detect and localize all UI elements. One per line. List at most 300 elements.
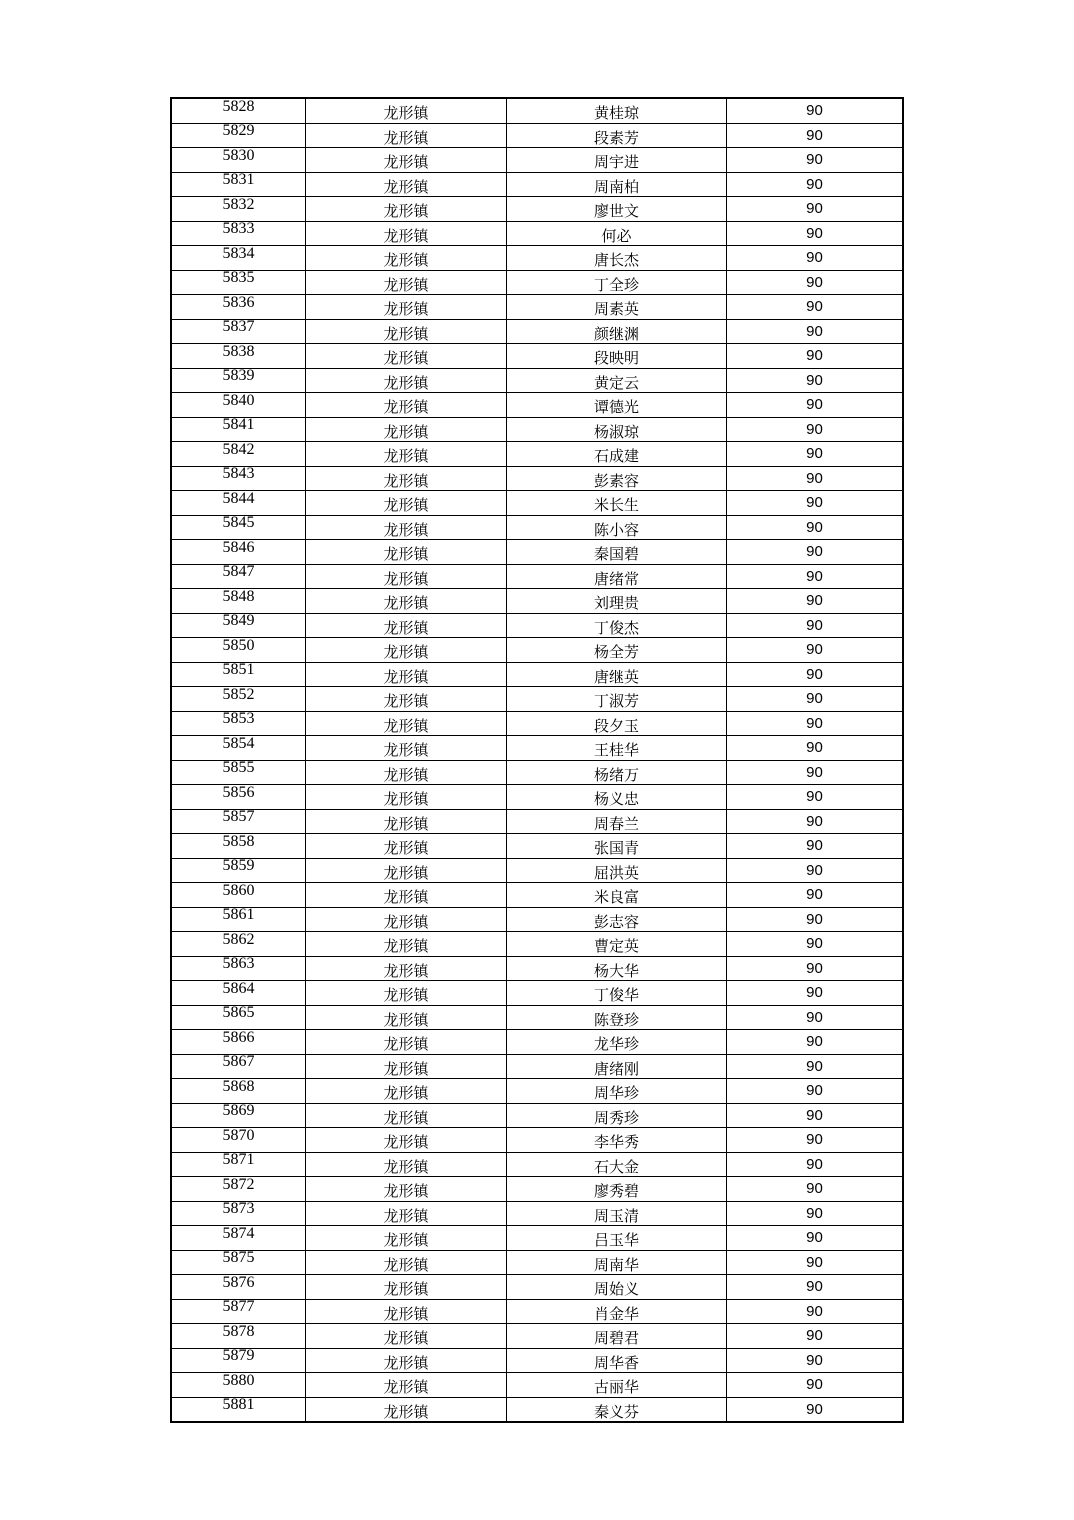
cell-number-text: 5879: [222, 1348, 255, 1365]
cell-town-text: 龙形镇: [383, 177, 429, 196]
cell-amount-text: 90: [806, 1400, 823, 1418]
cell-name: [507, 417, 727, 442]
cell-town-text: 龙形镇: [383, 643, 429, 662]
cell-amount-text: 90: [806, 1057, 823, 1075]
cell-number: [171, 1079, 306, 1104]
cell-amount-text: 90: [806, 347, 823, 365]
cell-town: [306, 368, 507, 393]
cell-amount-text: 90: [806, 1155, 823, 1173]
cell-amount: [727, 1226, 904, 1251]
cell-name: [507, 1054, 727, 1079]
table-body: [171, 98, 903, 1422]
cell-town-text: 龙形镇: [383, 447, 429, 466]
cell-name: [507, 883, 727, 908]
cell-town-text: 龙形镇: [383, 716, 429, 735]
cell-number: [171, 417, 306, 442]
cell-number: [171, 956, 306, 981]
table-row: [171, 711, 903, 736]
cell-name-text: 黄桂琼: [593, 104, 639, 123]
cell-amount-text: 90: [806, 910, 823, 928]
cell-name-text: 周南柏: [593, 177, 639, 196]
cell-amount: [727, 1348, 904, 1373]
cell-town-text: 龙形镇: [383, 251, 429, 270]
cell-name-text: 廖世文: [593, 202, 639, 221]
cell-name-text: 周玉清: [593, 1206, 639, 1225]
cell-number: [171, 466, 306, 491]
cell-amount-text: 90: [806, 102, 823, 120]
cell-name: [507, 687, 727, 712]
cell-name: [507, 956, 727, 981]
cell-amount-text: 90: [806, 788, 823, 806]
cell-name-text: 丁淑芳: [593, 692, 639, 711]
cell-amount-text: 90: [806, 322, 823, 340]
table-row: [171, 295, 903, 320]
cell-town-text: 龙形镇: [383, 545, 429, 564]
cell-name-text: 陈小容: [593, 520, 639, 539]
cell-town: [306, 736, 507, 761]
cell-number-text: 5857: [222, 809, 255, 826]
table-row: [171, 785, 903, 810]
cell-number: [171, 491, 306, 516]
cell-amount-text: 90: [806, 469, 823, 487]
cell-town-text: 龙形镇: [383, 1157, 429, 1176]
cell-number-text: 5869: [222, 1103, 255, 1120]
cell-amount-text: 90: [806, 175, 823, 193]
cell-amount-text: 90: [806, 861, 823, 879]
cell-amount: [727, 540, 904, 565]
cell-town: [306, 760, 507, 785]
table-row: [171, 1030, 903, 1055]
cell-town: [306, 785, 507, 810]
cell-amount: [727, 319, 904, 344]
cell-number-text: 5861: [222, 907, 255, 924]
cell-name-text: 龙华珍: [593, 1035, 639, 1054]
cell-name: [507, 981, 727, 1006]
cell-name: [507, 491, 727, 516]
cell-number: [171, 1226, 306, 1251]
cell-town-text: 龙形镇: [383, 422, 429, 441]
cell-town-text: 龙形镇: [383, 202, 429, 221]
cell-name-text: 杨义忠: [593, 790, 639, 809]
cell-number: [171, 687, 306, 712]
cell-amount-text: 90: [806, 249, 823, 267]
cell-name: [507, 1397, 727, 1422]
cell-number-text: 5829: [222, 123, 255, 140]
cell-number-text: 5830: [222, 147, 255, 164]
cell-amount-text: 90: [806, 616, 823, 634]
cell-amount-text: 90: [806, 445, 823, 463]
cell-town-text: 龙形镇: [383, 153, 429, 172]
cell-amount-text: 90: [806, 886, 823, 904]
cell-name-text: 杨绪万: [593, 765, 639, 784]
cell-town: [306, 1054, 507, 1079]
cell-amount: [727, 1005, 904, 1030]
cell-name-text: 周宇进: [593, 153, 639, 172]
cell-town: [306, 246, 507, 271]
cell-name-text: 秦国碧: [593, 545, 639, 564]
cell-amount-text: 90: [806, 420, 823, 438]
cell-number: [171, 1373, 306, 1398]
cell-number: [171, 393, 306, 418]
cell-number: [171, 1397, 306, 1422]
table-row: [171, 1373, 903, 1398]
cell-number: [171, 295, 306, 320]
table-row: [171, 1005, 903, 1030]
cell-amount-text: 90: [806, 739, 823, 757]
cell-number-text: 5851: [222, 662, 255, 679]
cell-amount-text: 90: [806, 665, 823, 683]
cell-town-text: 龙形镇: [383, 128, 429, 147]
cell-town: [306, 148, 507, 173]
cell-town-text: 龙形镇: [383, 324, 429, 343]
cell-number-text: 5860: [222, 882, 255, 899]
cell-town-text: 龙形镇: [383, 814, 429, 833]
cell-amount: [727, 1275, 904, 1300]
cell-name: [507, 1348, 727, 1373]
cell-name-text: 周始义: [593, 1280, 639, 1299]
cell-number: [171, 858, 306, 883]
cell-number-text: 5849: [222, 613, 255, 630]
table-row: [171, 1128, 903, 1153]
table-row: [171, 172, 903, 197]
cell-number-text: 5831: [222, 172, 255, 189]
cell-number: [171, 442, 306, 467]
cell-amount: [727, 344, 904, 369]
cell-number-text: 5828: [222, 98, 255, 115]
cell-town: [306, 1201, 507, 1226]
cell-town-text: 龙形镇: [383, 594, 429, 613]
cell-amount-text: 90: [806, 1033, 823, 1051]
cell-name-text: 唐继英: [593, 667, 639, 686]
cell-amount-text: 90: [806, 714, 823, 732]
cell-town: [306, 907, 507, 932]
cell-town-text: 龙形镇: [383, 937, 429, 956]
table-row: [171, 1397, 903, 1422]
cell-number: [171, 883, 306, 908]
table-row: [171, 809, 903, 834]
cell-amount-text: 90: [806, 200, 823, 218]
cell-number-text: 5868: [222, 1078, 255, 1095]
cell-amount: [727, 662, 904, 687]
cell-number-text: 5874: [222, 1225, 255, 1242]
cell-amount-text: 90: [806, 396, 823, 414]
cell-town: [306, 883, 507, 908]
cell-town-text: 龙形镇: [383, 275, 429, 294]
cell-name: [507, 1201, 727, 1226]
table-row: [171, 1226, 903, 1251]
cell-amount: [727, 221, 904, 246]
cell-amount-text: 90: [806, 812, 823, 830]
table-row: [171, 1152, 903, 1177]
cell-amount-text: 90: [806, 126, 823, 144]
cell-number-text: 5864: [222, 980, 255, 997]
cell-name-text: 唐绪常: [593, 569, 639, 588]
cell-town-text: 龙形镇: [383, 349, 429, 368]
cell-town: [306, 540, 507, 565]
cell-town: [306, 1152, 507, 1177]
cell-number-text: 5856: [222, 784, 255, 801]
table-row: [171, 1324, 903, 1349]
table-row: [171, 442, 903, 467]
cell-town: [306, 638, 507, 663]
cell-amount-text: 90: [806, 494, 823, 512]
data-table: [170, 97, 904, 1423]
cell-number: [171, 172, 306, 197]
cell-number: [171, 270, 306, 295]
cell-town: [306, 956, 507, 981]
cell-number-text: 5847: [222, 564, 255, 581]
table-row: [171, 1299, 903, 1324]
cell-number-text: 5859: [222, 858, 255, 875]
cell-amount-text: 90: [806, 959, 823, 977]
cell-town: [306, 1128, 507, 1153]
cell-number: [171, 589, 306, 614]
cell-number: [171, 1275, 306, 1300]
cell-number-text: 5836: [222, 294, 255, 311]
cell-amount: [727, 1152, 904, 1177]
cell-name-text: 刘理贵: [593, 594, 639, 613]
cell-name-text: 谭德光: [593, 398, 639, 417]
cell-amount-text: 90: [806, 1204, 823, 1222]
table-row: [171, 1079, 903, 1104]
cell-town-text: 龙形镇: [383, 398, 429, 417]
cell-name-text: 王桂华: [593, 741, 639, 760]
cell-name-text: 石大金: [593, 1157, 639, 1176]
cell-number-text: 5862: [222, 931, 255, 948]
cell-town: [306, 466, 507, 491]
table-row: [171, 221, 903, 246]
cell-number: [171, 1299, 306, 1324]
cell-town-text: 龙形镇: [383, 520, 429, 539]
cell-town: [306, 1030, 507, 1055]
cell-name: [507, 1373, 727, 1398]
cell-number: [171, 809, 306, 834]
cell-number-text: 5844: [222, 490, 255, 507]
cell-number: [171, 932, 306, 957]
cell-name: [507, 907, 727, 932]
cell-town-text: 龙形镇: [383, 471, 429, 490]
cell-number-text: 5840: [222, 392, 255, 409]
table-row: [171, 760, 903, 785]
cell-number: [171, 1005, 306, 1030]
cell-name-text: 唐长杰: [593, 251, 639, 270]
table-row: [171, 564, 903, 589]
cell-name: [507, 736, 727, 761]
cell-amount: [727, 1128, 904, 1153]
cell-town: [306, 515, 507, 540]
cell-name: [507, 1128, 727, 1153]
table-row: [171, 1348, 903, 1373]
cell-amount-text: 90: [806, 1131, 823, 1149]
cell-town: [306, 442, 507, 467]
cell-town: [306, 319, 507, 344]
cell-town: [306, 98, 507, 123]
table-row: [171, 270, 903, 295]
cell-name: [507, 442, 727, 467]
cell-number-text: 5880: [222, 1372, 255, 1389]
cell-number-text: 5876: [222, 1274, 255, 1291]
cell-name-text: 黄定云: [593, 373, 639, 392]
cell-town: [306, 172, 507, 197]
cell-number: [171, 1103, 306, 1128]
cell-name-text: 丁俊杰: [593, 618, 639, 637]
cell-name: [507, 760, 727, 785]
cell-name: [507, 638, 727, 663]
cell-town-text: 龙形镇: [383, 1255, 429, 1274]
table-row: [171, 1250, 903, 1275]
cell-name: [507, 123, 727, 148]
cell-amount: [727, 123, 904, 148]
cell-name: [507, 1324, 727, 1349]
cell-name: [507, 319, 727, 344]
cell-number-text: 5855: [222, 760, 255, 777]
table-row: [171, 491, 903, 516]
cell-number: [171, 197, 306, 222]
cell-name-text: 段素芳: [593, 128, 639, 147]
cell-name-text: 屈洪英: [593, 863, 639, 882]
cell-amount: [727, 295, 904, 320]
cell-number-text: 5832: [222, 196, 255, 213]
cell-amount: [727, 956, 904, 981]
table-row: [171, 687, 903, 712]
table-row: [171, 736, 903, 761]
cell-name-text: 彭志容: [593, 912, 639, 931]
cell-name: [507, 662, 727, 687]
cell-amount-text: 90: [806, 837, 823, 855]
cell-town: [306, 809, 507, 834]
table-row: [171, 344, 903, 369]
cell-amount-text: 90: [806, 518, 823, 536]
cell-amount-text: 90: [806, 567, 823, 585]
cell-number: [171, 981, 306, 1006]
cell-number: [171, 613, 306, 638]
cell-name: [507, 197, 727, 222]
cell-number-text: 5867: [222, 1054, 255, 1071]
cell-name-text: 米良富: [593, 888, 639, 907]
cell-number: [171, 1324, 306, 1349]
cell-amount-text: 90: [806, 298, 823, 316]
table-row: [171, 883, 903, 908]
cell-amount-text: 90: [806, 984, 823, 1002]
cell-town-text: 龙形镇: [383, 765, 429, 784]
table-row: [171, 393, 903, 418]
cell-number-text: 5870: [222, 1127, 255, 1144]
cell-town-text: 龙形镇: [383, 569, 429, 588]
cell-number-text: 5843: [222, 466, 255, 483]
table-row: [171, 834, 903, 859]
table-row: [171, 98, 903, 123]
cell-number-text: 5842: [222, 441, 255, 458]
cell-name-text: 周碧君: [593, 1329, 639, 1348]
cell-town-text: 龙形镇: [383, 1206, 429, 1225]
cell-town: [306, 270, 507, 295]
cell-amount: [727, 1054, 904, 1079]
cell-amount-text: 90: [806, 371, 823, 389]
cell-name-text: 周华珍: [593, 1084, 639, 1103]
cell-name-text: 廖秀碧: [593, 1182, 639, 1201]
cell-name-text: 秦义芬: [593, 1402, 639, 1421]
cell-name: [507, 1177, 727, 1202]
table-row: [171, 319, 903, 344]
cell-amount: [727, 515, 904, 540]
cell-name: [507, 540, 727, 565]
cell-town-text: 龙形镇: [383, 1329, 429, 1348]
cell-town-text: 龙形镇: [383, 226, 429, 245]
cell-amount-text: 90: [806, 592, 823, 610]
cell-amount: [727, 393, 904, 418]
cell-number-text: 5854: [222, 735, 255, 752]
cell-name: [507, 515, 727, 540]
cell-name-text: 周春兰: [593, 814, 639, 833]
cell-town: [306, 1226, 507, 1251]
cell-number-text: 5833: [222, 221, 255, 238]
cell-name-text: 颜继渊: [593, 324, 639, 343]
table-row: [171, 1103, 903, 1128]
cell-amount: [727, 711, 904, 736]
cell-number-text: 5839: [222, 368, 255, 385]
cell-amount: [727, 809, 904, 834]
table-row: [171, 858, 903, 883]
cell-amount-text: 90: [806, 224, 823, 242]
cell-number-text: 5845: [222, 515, 255, 532]
cell-number: [171, 98, 306, 123]
cell-town: [306, 1397, 507, 1422]
table-row: [171, 123, 903, 148]
cell-name-text: 唐绪刚: [593, 1059, 639, 1078]
cell-town: [306, 613, 507, 638]
cell-amount-text: 90: [806, 690, 823, 708]
cell-town-text: 龙形镇: [383, 618, 429, 637]
cell-town-text: 龙形镇: [383, 986, 429, 1005]
cell-amount: [727, 172, 904, 197]
cell-town: [306, 932, 507, 957]
cell-number: [171, 344, 306, 369]
cell-number-text: 5858: [222, 833, 255, 850]
table-row: [171, 1177, 903, 1202]
cell-number: [171, 785, 306, 810]
cell-amount: [727, 442, 904, 467]
cell-number: [171, 564, 306, 589]
cell-town: [306, 221, 507, 246]
cell-town-text: 龙形镇: [383, 1353, 429, 1372]
cell-amount: [727, 1201, 904, 1226]
cell-name-text: 周素英: [593, 300, 639, 319]
cell-amount: [727, 785, 904, 810]
cell-amount: [727, 883, 904, 908]
cell-number: [171, 319, 306, 344]
cell-town: [306, 344, 507, 369]
cell-name: [507, 1030, 727, 1055]
cell-town: [306, 295, 507, 320]
cell-town-text: 龙形镇: [383, 1280, 429, 1299]
table-row: [171, 148, 903, 173]
cell-name: [507, 98, 727, 123]
cell-town-text: 龙形镇: [383, 888, 429, 907]
cell-number: [171, 662, 306, 687]
table-row: [171, 1275, 903, 1300]
cell-number: [171, 1201, 306, 1226]
table-row: [171, 1054, 903, 1079]
cell-town: [306, 981, 507, 1006]
table-row: [171, 638, 903, 663]
cell-town-text: 龙形镇: [383, 1059, 429, 1078]
cell-town-text: 龙形镇: [383, 1304, 429, 1323]
cell-number: [171, 711, 306, 736]
cell-town: [306, 1299, 507, 1324]
cell-name: [507, 1250, 727, 1275]
cell-name: [507, 221, 727, 246]
cell-town: [306, 1079, 507, 1104]
